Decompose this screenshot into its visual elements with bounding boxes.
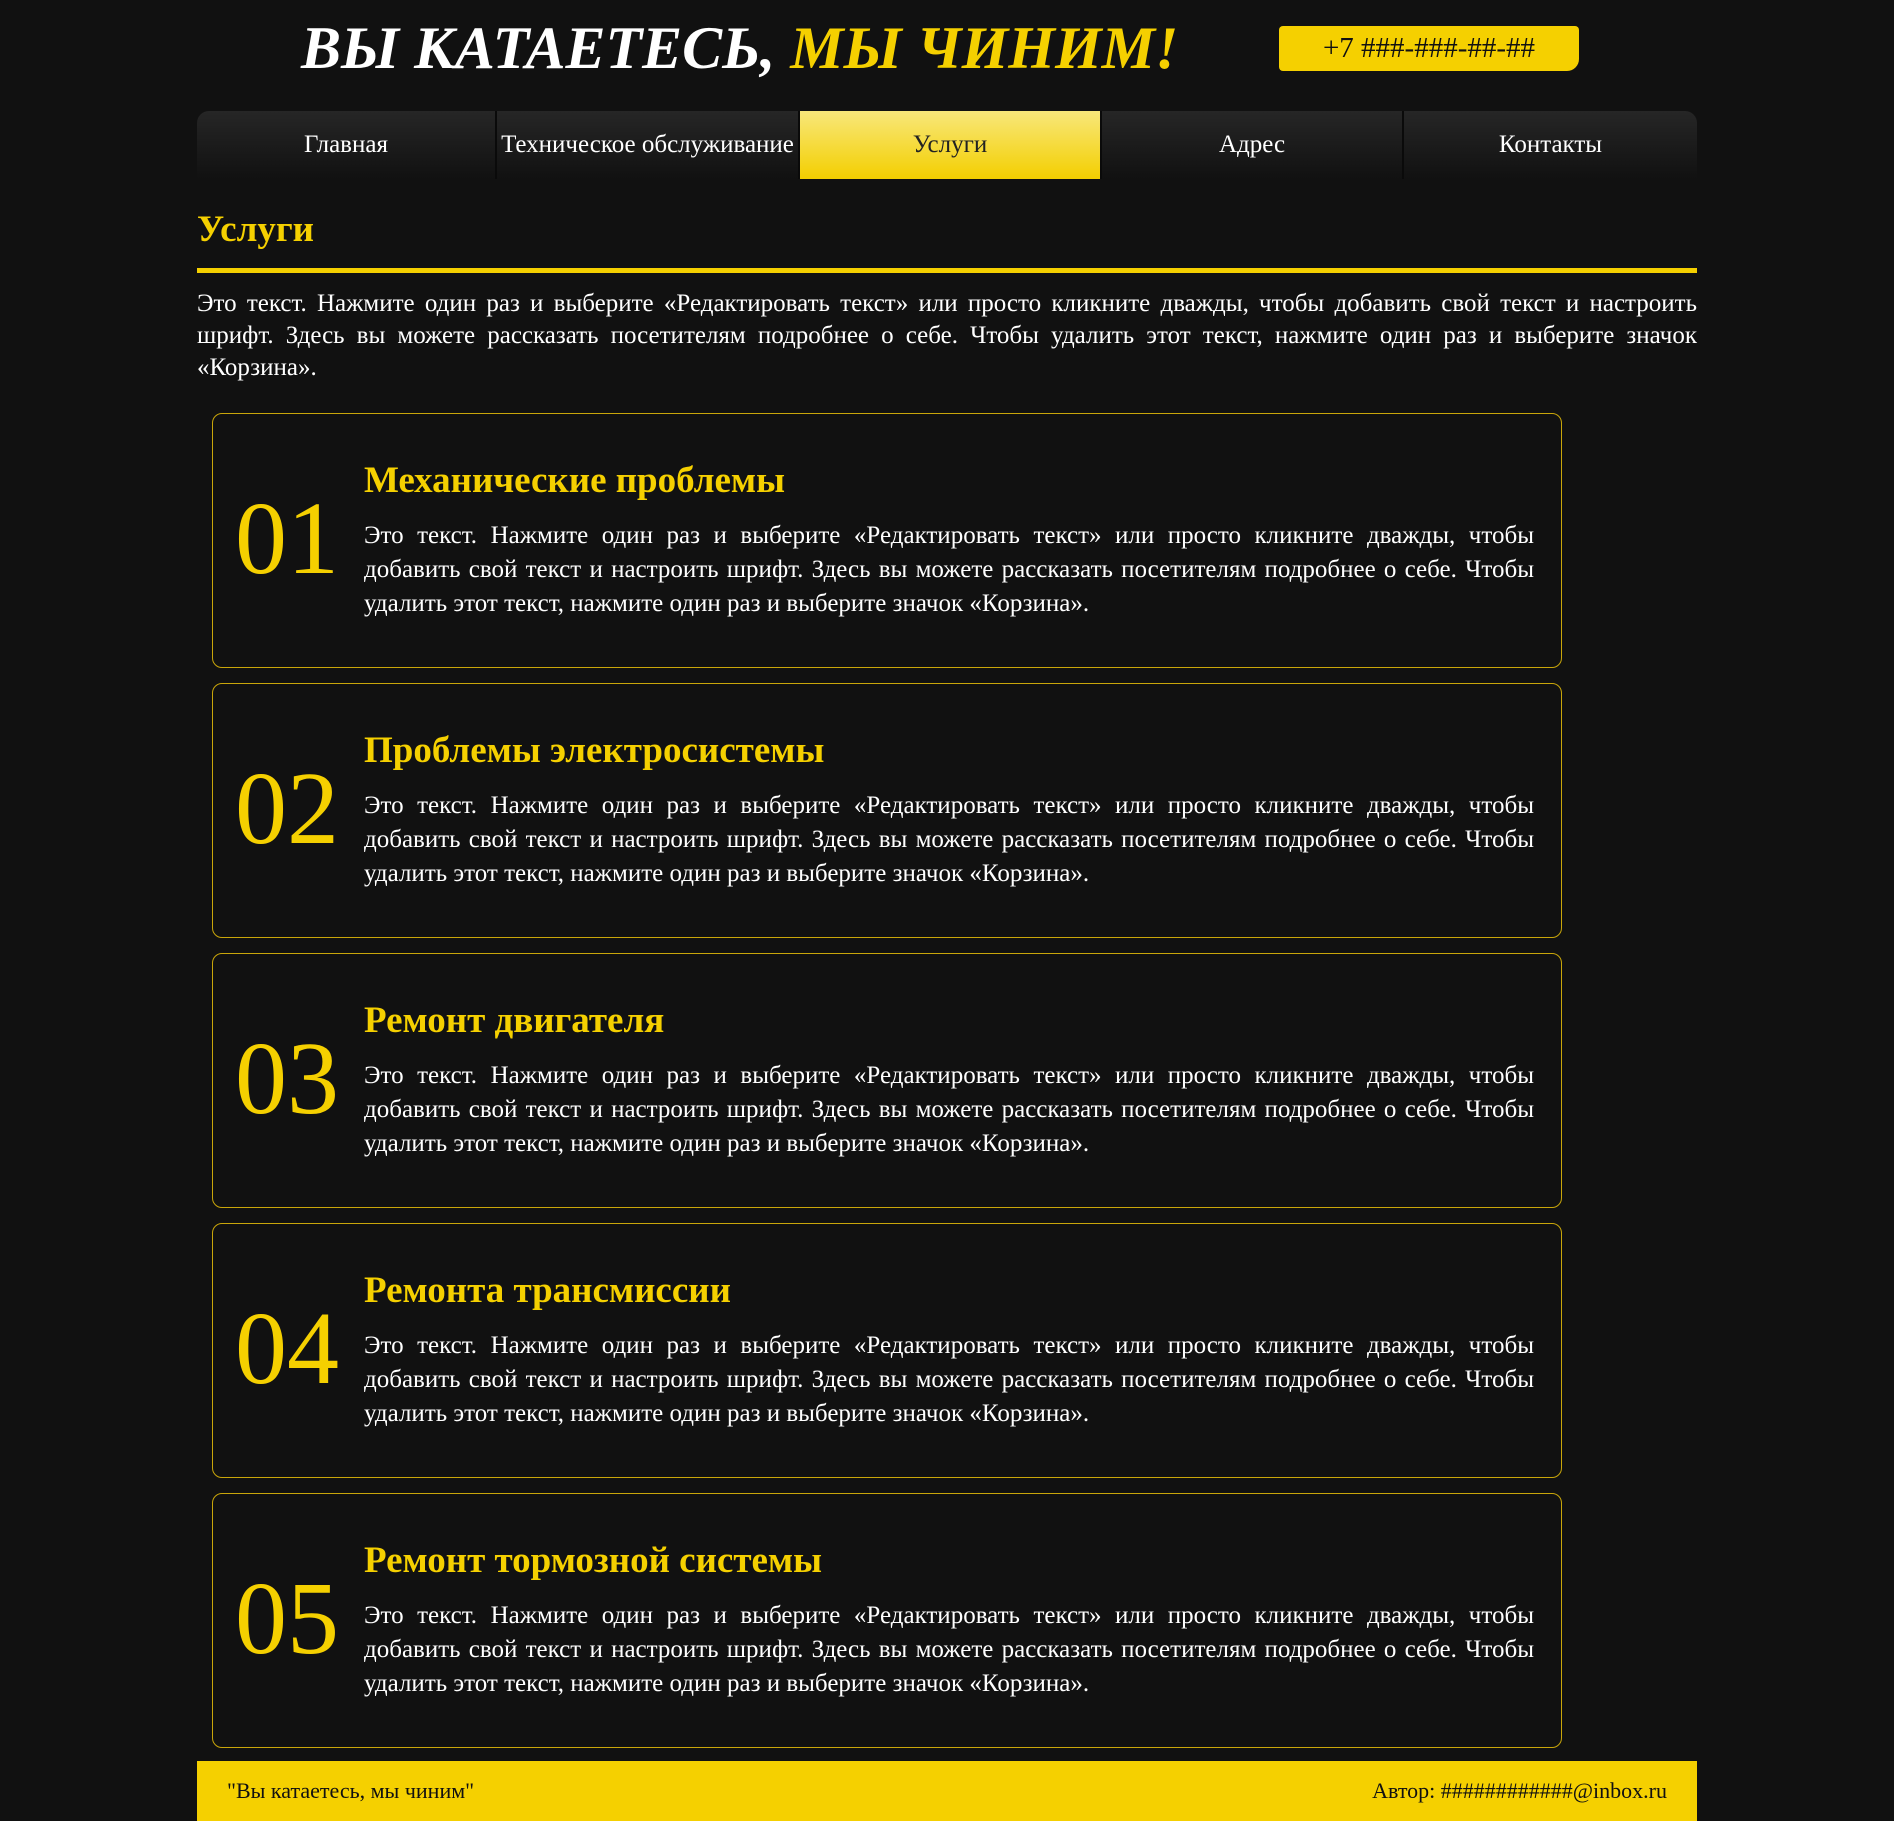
- service-number: 01: [235, 481, 339, 596]
- service-title: Ремонта трансмиссии: [364, 1270, 731, 1311]
- service-card: [212, 683, 1562, 938]
- service-text: Это текст. Нажмите один раз и выберите «Редактировать текст» или просто кликните дважды, чтобы добавить свой текст и настроить шрифт. Здесь вы можете рассказать посетителям подробнее о себе. Чтобы удалить этот текст, нажмите один раз и выберите значок «Корзина».: [364, 1332, 1534, 1427]
- services-list: [212, 413, 1562, 1763]
- site-footer: [197, 1761, 1697, 1821]
- nav-item-maintenance[interactable]: Техническое обслуживание: [497, 111, 800, 179]
- site-header: [0, 0, 1894, 100]
- phone-button[interactable]: +7 ###-###-##-##: [1279, 26, 1579, 71]
- service-card: [212, 1223, 1562, 1478]
- service-number: 04: [235, 1291, 339, 1406]
- service-text: Это текст. Нажмите один раз и выберите «Редактировать текст» или просто кликните дважды, чтобы добавить свой текст и настроить шрифт. Здесь вы можете рассказать посетителям подробнее о себе. Чтобы удалить этот текст, нажмите один раз и выберите значок «Корзина».: [364, 1062, 1534, 1157]
- service-card: [212, 413, 1562, 668]
- page-title: Услуги: [197, 209, 314, 250]
- service-number: 05: [235, 1561, 339, 1676]
- site-title: [301, 14, 1178, 83]
- service-title: Ремонт тормозной системы: [364, 1540, 823, 1581]
- service-text: Это текст. Нажмите один раз и выберите «Редактировать текст» или просто кликните дважды, чтобы добавить свой текст и настроить шрифт. Здесь вы можете рассказать посетителям подробнее о себе. Чтобы удалить этот текст, нажмите один раз и выберите значок «Корзина».: [364, 522, 1534, 617]
- nav-item-contacts[interactable]: Контакты: [1404, 111, 1697, 179]
- service-card: [212, 953, 1562, 1208]
- nav-item-address[interactable]: Адрес: [1102, 111, 1404, 179]
- service-card: [212, 1493, 1562, 1748]
- site-title-part1: ВЫ КАТАЕТЕСЬ,: [301, 15, 791, 81]
- service-title: Ремонт двигателя: [364, 1000, 665, 1041]
- nav-item-home[interactable]: Главная: [197, 111, 497, 179]
- main-nav: [197, 111, 1697, 179]
- service-text: Это текст. Нажмите один раз и выберите «Редактировать текст» или просто кликните дважды, чтобы добавить свой текст и настроить шрифт. Здесь вы можете рассказать посетителям подробнее о себе. Чтобы удалить этот текст, нажмите один раз и выберите значок «Корзина».: [364, 1602, 1534, 1697]
- service-number: 02: [235, 751, 339, 866]
- nav-item-services[interactable]: Услуги: [800, 111, 1102, 179]
- service-title: Проблемы электросистемы: [364, 730, 825, 771]
- site-title-part2: МЫ ЧИНИМ!: [790, 15, 1179, 81]
- title-divider: [197, 268, 1697, 273]
- service-number: 03: [235, 1021, 339, 1136]
- service-title: Механические проблемы: [364, 460, 785, 501]
- intro-text: Это текст. Нажмите один раз и выберите «Редактировать текст» или просто кликните дважды, чтобы добавить свой текст и настроить шрифт. Здесь вы можете рассказать посетителям подробнее о себе. Чтобы удалить этот текст, нажмите один раз и выберите значок «Корзина».: [197, 290, 1697, 381]
- service-text: Это текст. Нажмите один раз и выберите «Редактировать текст» или просто кликните дважды, чтобы добавить свой текст и настроить шрифт. Здесь вы можете рассказать посетителям подробнее о себе. Чтобы удалить этот текст, нажмите один раз и выберите значок «Корзина».: [364, 792, 1534, 887]
- footer-author[interactable]: Автор: ############@inbox.ru: [1372, 1778, 1667, 1803]
- footer-slogan: "Вы катаетесь, мы чиним": [227, 1778, 475, 1803]
